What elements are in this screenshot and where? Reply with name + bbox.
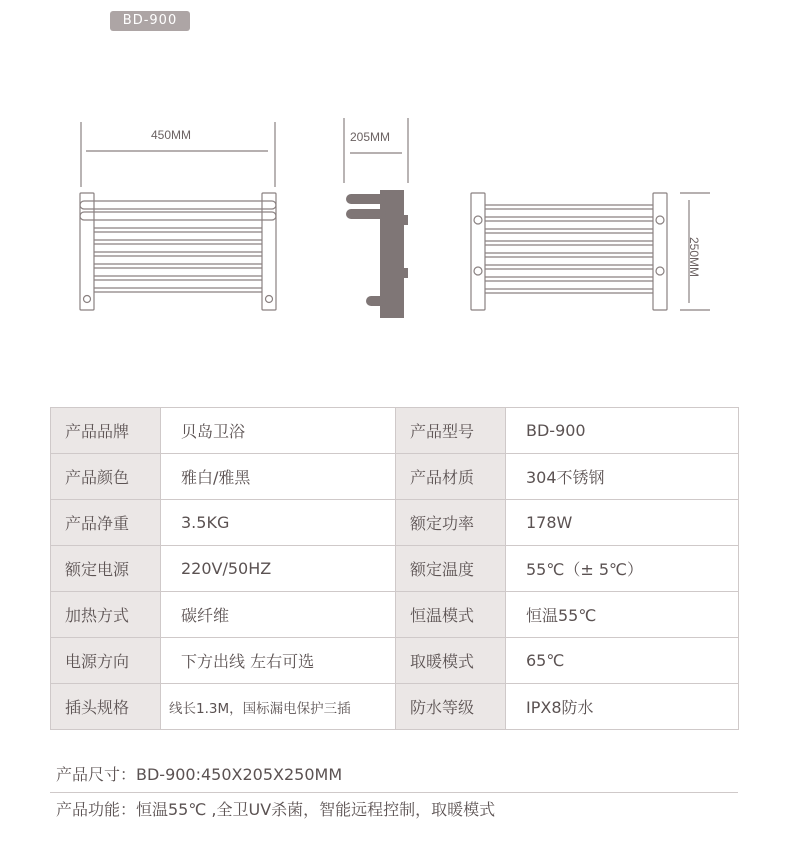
back-bars (485, 205, 653, 293)
product-size-line: 产品尺寸：BD-900:450X205X250MM (50, 760, 738, 793)
spec-label: 额定电源 (51, 546, 161, 592)
spec-label: 插头规格 (51, 684, 161, 730)
depth-dimension-label: 205MM (350, 130, 391, 144)
spec-label: 防水等级 (396, 684, 506, 730)
front-left-post (80, 193, 94, 310)
table-row (51, 408, 739, 454)
front-right-post (262, 193, 276, 310)
product-drawings (0, 0, 790, 360)
spec-label: 恒温模式 (396, 592, 506, 638)
spec-value: 线长1.3M，国标漏电保护三插 (161, 684, 396, 730)
back-screw-br (656, 267, 664, 275)
front-top-rail-2 (80, 212, 276, 220)
front-view-drawing (80, 122, 276, 310)
spec-value: 贝岛卫浴 (161, 408, 396, 454)
table-row (51, 454, 739, 500)
back-screw-bl (474, 267, 482, 275)
back-view-drawing (471, 193, 710, 310)
spec-value: 恒温55℃ (506, 592, 739, 638)
spec-label: 取暖模式 (396, 638, 506, 684)
spec-value: 304不锈钢 (506, 454, 739, 500)
side-arm-1 (346, 194, 386, 204)
spec-label: 额定功率 (396, 500, 506, 546)
spec-value: IPX8防水 (506, 684, 739, 730)
spec-label: 电源方向 (51, 638, 161, 684)
front-bars (94, 228, 262, 292)
front-left-screw (84, 296, 91, 303)
back-screw-tr (656, 216, 664, 224)
spec-value: 下方出线 左右可选 (161, 638, 396, 684)
product-function-line: 产品功能：恒温55℃ ,全卫UV杀菌，智能远程控制，取暖模式 (56, 800, 496, 819)
front-right-screw (266, 296, 273, 303)
spec-label: 产品型号 (396, 408, 506, 454)
spec-value: BD-900 (506, 408, 739, 454)
spec-value: 65℃ (506, 638, 739, 684)
spec-label: 产品品牌 (51, 408, 161, 454)
model-badge: BD-900 (110, 11, 190, 31)
table-row (51, 592, 739, 638)
spec-table (50, 407, 739, 730)
spec-value: 178W (506, 500, 739, 546)
spec-value: 碳纤维 (161, 592, 396, 638)
width-dimension-label: 450MM (151, 128, 192, 142)
table-row (51, 638, 739, 684)
spec-label: 产品材质 (396, 454, 506, 500)
spec-value: 雅白/雅黑 (161, 454, 396, 500)
table-row (51, 546, 739, 592)
spec-value: 3.5KG (161, 500, 396, 546)
side-view-drawing (344, 118, 408, 318)
height-dimension-label: 250MM (687, 236, 702, 278)
spec-label: 加热方式 (51, 592, 161, 638)
front-top-rail-1 (80, 201, 276, 209)
spec-label: 产品颜色 (51, 454, 161, 500)
table-row (51, 500, 739, 546)
table-row (51, 684, 739, 730)
spec-label: 额定温度 (396, 546, 506, 592)
back-right-post (653, 193, 667, 310)
spec-label: 产品净重 (51, 500, 161, 546)
spec-value: 55℃（± 5℃） (506, 546, 739, 592)
back-left-post (471, 193, 485, 310)
spec-value: 220V/50HZ (161, 546, 396, 592)
side-arm-3 (366, 296, 386, 306)
back-screw-tl (474, 216, 482, 224)
side-arm-2 (346, 209, 386, 219)
